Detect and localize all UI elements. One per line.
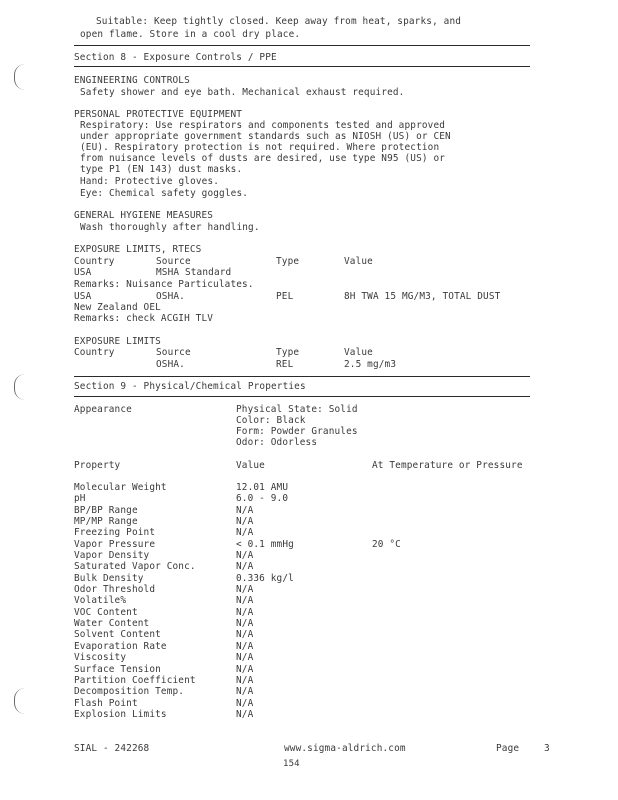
limits-header-country: Country [74,256,115,267]
ppe-line: Eye: Chemical safety goggles. [80,188,249,199]
limits-header-source: Source [156,256,191,267]
property-name: BP/BP Range [74,505,138,516]
section-9-heading: Section 9 - Physical/Chemical Properties [74,381,306,392]
property-name: Vapor Density [74,550,150,561]
property-name: Partition Coefficient [74,675,196,686]
property-name: Viscosity [74,652,127,663]
ppe-line: type P1 (EN 143) dust masks. [80,164,243,175]
ppe-line: (EU). Respiratory protection is not required. Where protection [80,142,440,153]
property-value: N/A [236,595,254,606]
property-name: Decomposition Temp. [74,686,185,697]
limits2-row-value: 2.5 mg/m3 [344,359,397,370]
appearance-physical-state: Physical State: Solid [236,404,358,415]
property-value: N/A [236,629,254,640]
property-name: pH [74,493,86,504]
limits-row1-source: MSHA Standard [156,267,232,278]
property-value: N/A [236,686,254,697]
limits-row1-country: USA [74,267,92,278]
property-name: Saturated Vapor Conc. [74,561,196,572]
limits2-header-source: Source [156,347,191,358]
engineering-controls-title: ENGINEERING CONTROLS [74,75,190,86]
property-value: N/A [236,516,254,527]
exposure-limits-rtecs-title: EXPOSURE LIMITS, RTECS [74,244,202,255]
property-value: N/A [236,584,254,595]
limits-remark-1: Remarks: Nuisance Particulates. [74,279,254,290]
punch-hole-bottom [14,688,25,714]
property-name: Evaporation Rate [74,641,167,652]
property-name: Bulk Density [74,573,144,584]
temperature-column-header: At Temperature or Pressure [372,460,523,471]
property-value: 6.0 - 9.0 [236,493,289,504]
property-value: N/A [236,675,254,686]
footer-product-code: SIAL - 242268 [74,743,150,754]
section-8-heading: Section 8 - Exposure Controls / PPE [74,52,277,63]
footer-url: www.sigma-aldrich.com [284,743,406,754]
property-value: N/A [236,550,254,561]
property-value: N/A [236,561,254,572]
property-condition: 20 °C [372,539,401,550]
limits-extra: New Zealand OEL [74,302,161,313]
limits2-header-country: Country [74,347,115,358]
property-name: Surface Tension [74,664,161,675]
limits2-header-value: Value [344,347,373,358]
exposure-limits-title: EXPOSURE LIMITS [74,336,161,347]
footer-page-number: 3 [544,743,550,754]
appearance-label: Appearance [74,404,132,415]
limits-row2-type: PEL [276,291,294,302]
section-8-rule-bottom [74,66,530,67]
punch-hole-top [14,64,25,90]
section-9-rule-top [74,376,530,377]
property-name: Flash Point [74,698,138,709]
property-value: N/A [236,664,254,675]
limits-header-value: Value [344,256,373,267]
appearance-odor: Odor: Odorless [236,437,318,448]
property-value: N/A [236,607,254,618]
punch-hole-middle [14,374,25,400]
sheet-number: 154 [283,759,300,769]
engineering-controls-text: Safety shower and eye bath. Mechanical exhaust required. [80,87,405,98]
property-value: N/A [236,652,254,663]
property-value: N/A [236,698,254,709]
property-name: Water Content [74,618,150,629]
section-9-rule-bottom [74,396,530,397]
property-name: VOC Content [74,607,138,618]
limits2-row-type: REL [276,359,294,370]
footer-page-label: Page [496,743,520,754]
property-value: 0.336 kg/l [236,573,294,584]
ppe-line: from nuisance levels of dusts are desired, use type N95 (US) or [80,153,446,164]
property-name: Molecular Weight [74,482,167,493]
hygiene-title: GENERAL HYGIENE MEASURES [74,210,214,221]
property-value: 12.01 AMU [236,482,289,493]
limits-remark-2: Remarks: check ACGIH TLV [74,313,214,324]
property-name: Volatile% [74,595,127,606]
ppe-line: Hand: Protective gloves. [80,176,220,187]
appearance-color: Color: Black [236,415,306,426]
value-column-header: Value [236,460,265,471]
property-name: Solvent Content [74,629,161,640]
property-name: Explosion Limits [74,709,167,720]
limits2-row-source: OSHA. [156,359,185,370]
hygiene-text: Wash thoroughly after handling. [80,222,260,233]
limits-row2-source: OSHA. [156,291,185,302]
property-name: Odor Threshold [74,584,156,595]
limits-row2-country: USA [74,291,92,302]
appearance-form: Form: Powder Granules [236,426,358,437]
limits-header-type: Type [276,256,300,267]
property-value: N/A [236,618,254,629]
storage-line-1: Suitable: Keep tightly closed. Keep away from heat, sparks, and [96,16,462,27]
storage-line-2: open flame. Store in a cool dry place. [80,29,301,40]
property-value: N/A [236,505,254,516]
limits2-header-type: Type [276,347,300,358]
property-name: Vapor Pressure [74,539,156,550]
property-value: < 0.1 mmHg [236,539,294,550]
property-name: MP/MP Range [74,516,138,527]
property-name: Freezing Point [74,527,156,538]
property-column-header: Property [74,460,121,471]
ppe-line: under appropriate government standards such as NIOSH (US) or CEN [80,131,451,142]
limits-row2-value: 8H TWA 15 MG/M3, TOTAL DUST [344,291,501,302]
property-value: N/A [236,527,254,538]
ppe-line: Respiratory: Use respirators and components tested and approved [80,120,446,131]
ppe-title: PERSONAL PROTECTIVE EQUIPMENT [74,109,243,120]
section-8-rule-top [74,45,530,46]
property-value: N/A [236,709,254,720]
property-value: N/A [236,641,254,652]
